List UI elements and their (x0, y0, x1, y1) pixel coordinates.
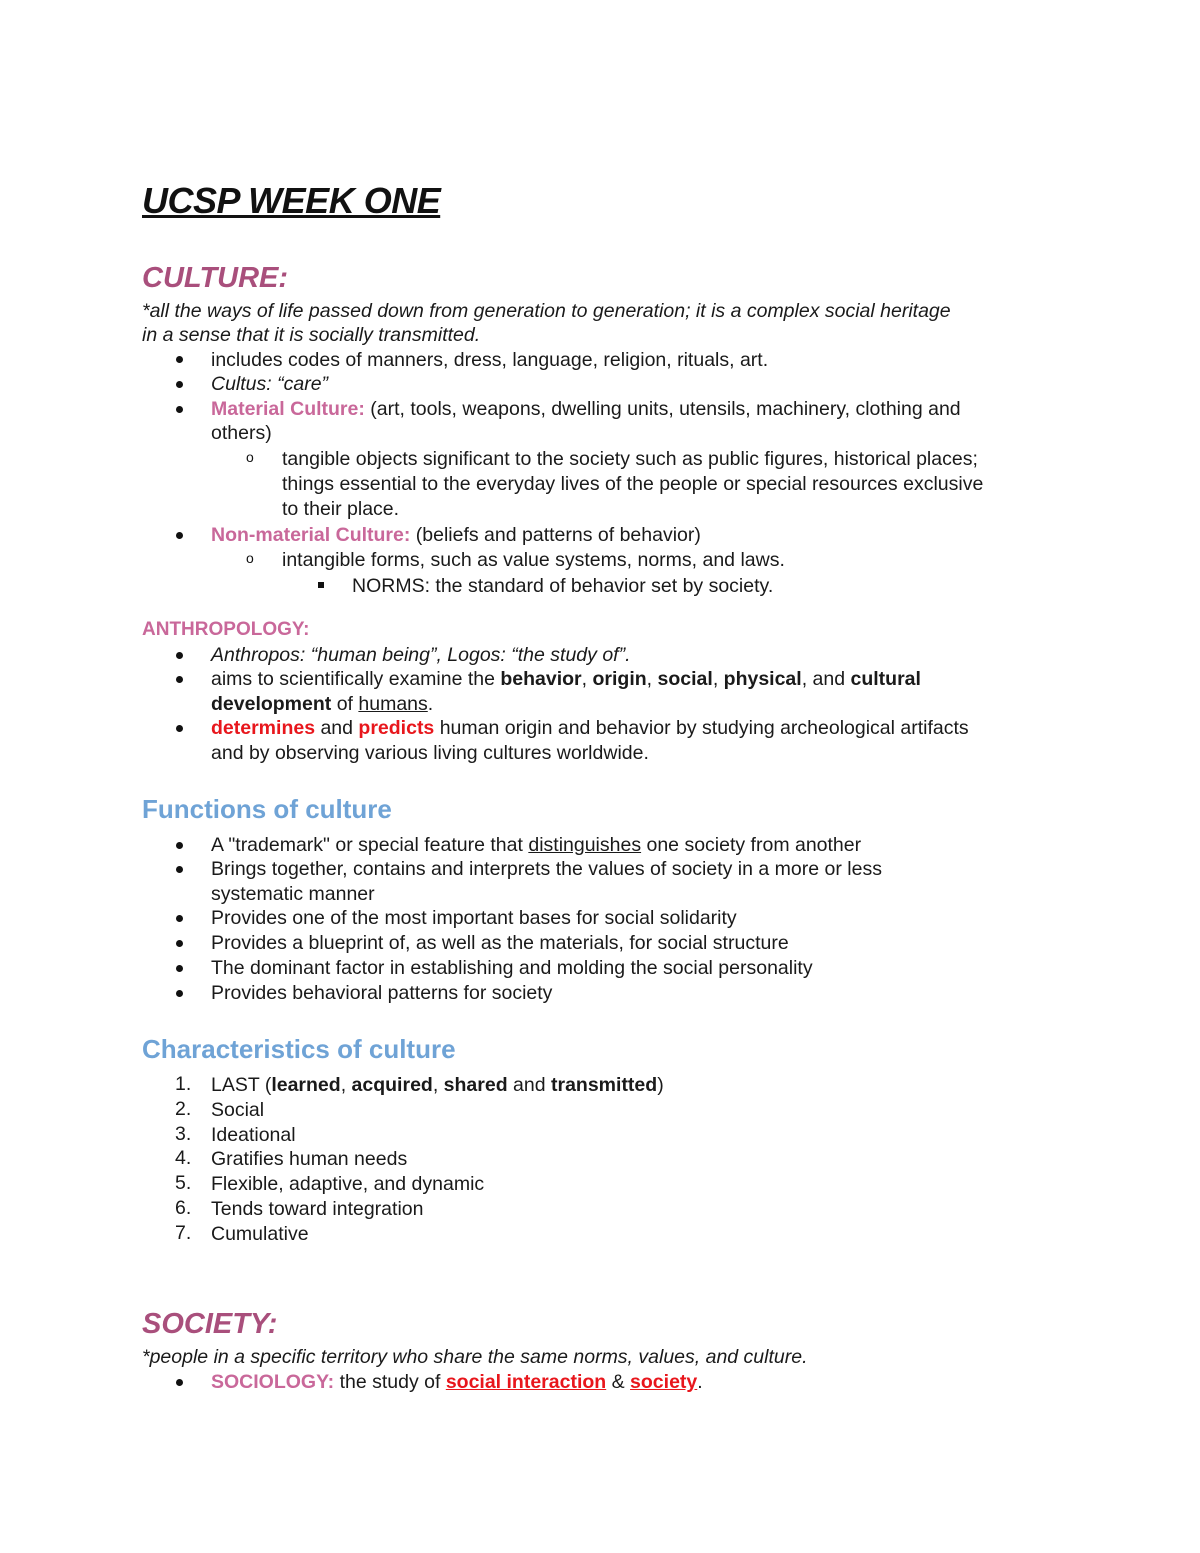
culture-heading: CULTURE: (142, 262, 289, 294)
anthropology-etymology: Anthropos: “human being”, Logos: “the study of”. (211, 644, 631, 666)
bullet-icon (174, 352, 186, 364)
learned-word: learned (271, 1074, 341, 1096)
bullet-icon (174, 1375, 186, 1387)
page-title: UCSP WEEK ONE (142, 180, 441, 221)
circle-bullet-icon: o (246, 550, 254, 566)
aims-comma: , (712, 668, 724, 690)
acquired-word: acquired (351, 1074, 433, 1096)
characteristics-item-2: Social (211, 1099, 265, 1121)
culture-definition-line-2: in a sense that it is socially transmitted. (142, 324, 481, 346)
list-number: 2. (175, 1098, 192, 1120)
characteristics-item-1 (211, 1073, 664, 1098)
aims-period: . (427, 693, 434, 715)
anthropology-determines-line-1 (211, 716, 969, 741)
aims-physical: physical (723, 668, 802, 690)
list-number: 3. (175, 1123, 192, 1145)
nonmaterial-culture-label: Non-material Culture: (211, 524, 411, 546)
functions-item-3: Provides one of the most important bases for social solidarity (211, 907, 737, 929)
society-word: society (630, 1371, 698, 1393)
bullet-icon (174, 911, 186, 923)
material-culture-text: (art, tools, weapons, dwelling units, utensils, machinery, clothing and (364, 398, 961, 420)
nonmaterial-culture-text: (beliefs and patterns of behavior) (410, 524, 701, 546)
material-culture-text-cont: others) (211, 422, 272, 444)
material-sub-line-3: to their place. (282, 498, 400, 520)
bullet-icon (174, 961, 186, 973)
bullet-icon (174, 838, 186, 850)
sociology-text: the study of (334, 1371, 446, 1393)
functions-heading: Functions of culture (142, 794, 392, 824)
social-interaction-word: social interaction (445, 1371, 607, 1393)
anthropology-aims-line-1 (211, 667, 921, 692)
bullet-icon (174, 986, 186, 998)
culture-definition-line-1: *all the ways of life passed down from generation to generation; it is a complex social heritage (142, 300, 951, 322)
functions-item-5: The dominant factor in establishing and molding the social personality (211, 957, 813, 979)
shared-word: shared (443, 1074, 508, 1096)
nonmaterial-sub-line: intangible forms, such as value systems, norms, and laws. (282, 549, 785, 571)
aims-and: , and (801, 668, 851, 690)
list-number: 4. (175, 1147, 192, 1169)
circle-bullet-icon: o (246, 449, 254, 465)
predicts-word: predicts (358, 717, 435, 739)
anthropology-determines-line-2: and by observing various living cultures worldwide. (211, 742, 649, 764)
material-culture-item (211, 397, 961, 422)
material-culture-label: Material Culture: (211, 398, 365, 420)
characteristics-item-7: Cumulative (211, 1223, 309, 1245)
last-comma: , (340, 1074, 352, 1096)
characteristics-item-6: Tends toward integration (211, 1198, 424, 1220)
aims-comma: , (646, 668, 658, 690)
aims-social: social (657, 668, 713, 690)
aims-cultural: cultural (850, 668, 921, 690)
bullet-icon (174, 721, 186, 733)
functions-item-1-text: A "trademark" or special feature that (211, 834, 529, 856)
functions-item-6: Provides behavioral patterns for society (211, 982, 553, 1004)
aims-behavior: behavior (500, 668, 582, 690)
aims-comma: , (581, 668, 593, 690)
anthropology-heading: ANTHROPOLOGY: (142, 619, 310, 640)
culture-cultus-item: Cultus: “care” (211, 373, 329, 395)
society-definition: *people in a specific territory who share the same norms, values, and culture. (142, 1346, 808, 1368)
bullet-icon (174, 528, 186, 540)
norms-line: NORMS: the standard of behavior set by society. (352, 575, 774, 597)
transmitted-word: transmitted (551, 1074, 658, 1096)
aims-humans: humans (358, 693, 428, 715)
aims-origin: origin (592, 668, 647, 690)
distinguishes-word: distinguishes (528, 834, 642, 856)
functions-item-2-line-2: systematic manner (211, 883, 375, 905)
sociology-period: . (697, 1371, 703, 1393)
anthropology-aims-line-2 (211, 692, 433, 717)
aims-text: aims to scientifically examine the (211, 668, 501, 690)
bullet-icon (174, 862, 186, 874)
ampersand: & (606, 1371, 631, 1393)
aims-of: of (331, 693, 359, 715)
material-sub-line-2: things essential to the everyday lives of the people or special resources exclusive (282, 473, 984, 495)
and-word: and (315, 717, 359, 739)
bullet-icon (174, 377, 186, 389)
characteristics-item-4: Gratifies human needs (211, 1148, 408, 1170)
list-number: 7. (175, 1222, 192, 1244)
material-sub-line-1: tangible objects significant to the society such as public figures, historical places; (282, 448, 978, 470)
last-and: and (507, 1074, 551, 1096)
aims-development: development (211, 693, 332, 715)
society-heading: SOCIETY: (142, 1308, 278, 1340)
last-close: ) (657, 1074, 664, 1096)
bullet-icon (174, 648, 186, 660)
list-number: 6. (175, 1197, 192, 1219)
last-comma: , (432, 1074, 444, 1096)
characteristics-item-5: Flexible, adaptive, and dynamic (211, 1173, 485, 1195)
square-bullet-icon (318, 582, 324, 588)
nonmaterial-culture-item (211, 523, 701, 548)
functions-item-2-line-1: Brings together, contains and interprets the values of society in a more or less (211, 858, 882, 880)
last-text: LAST ( (211, 1074, 272, 1096)
sociology-label: SOCIOLOGY: (211, 1371, 335, 1393)
functions-item-1-text-end: one society from another (641, 834, 862, 856)
list-number: 1. (175, 1073, 192, 1095)
culture-codes-item: includes codes of manners, dress, language, religion, rituals, art. (211, 349, 769, 371)
bullet-icon (174, 672, 186, 684)
bullet-icon (174, 936, 186, 948)
list-number: 5. (175, 1172, 192, 1194)
functions-item-4: Provides a blueprint of, as well as the materials, for social structure (211, 932, 789, 954)
determines-word: determines (211, 717, 316, 739)
characteristics-heading: Characteristics of culture (142, 1034, 456, 1064)
bullet-icon (174, 402, 186, 414)
characteristics-item-3: Ideational (211, 1124, 296, 1146)
sociology-item (211, 1370, 703, 1395)
functions-item-1 (211, 833, 861, 858)
determines-text: human origin and behavior by studying archeological artifacts (434, 717, 969, 739)
